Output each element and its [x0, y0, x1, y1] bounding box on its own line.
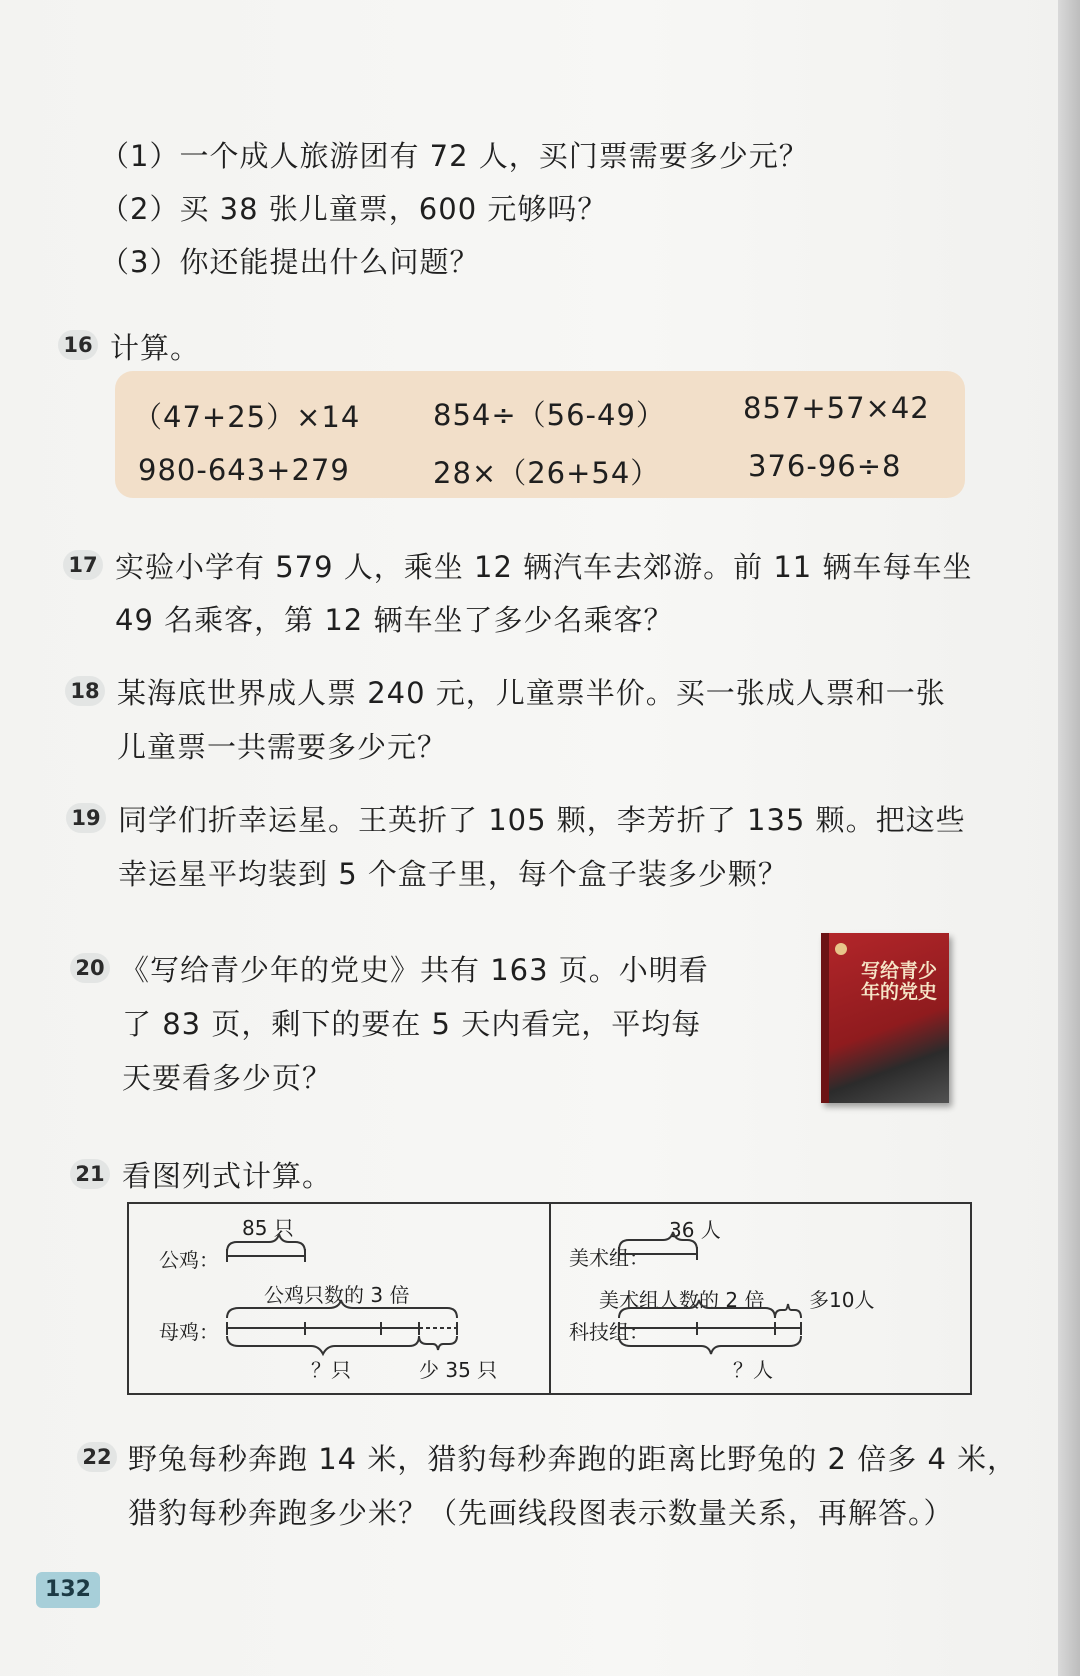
hen-less-label: 少 35 只: [419, 1358, 498, 1382]
q21-title: 看图列式计算。: [122, 1159, 333, 1193]
expression-3: 857+57×42: [743, 391, 930, 425]
page-edge: [1058, 0, 1080, 1676]
hen-less-brace: [419, 1336, 457, 1350]
book-spine: [821, 933, 829, 1103]
question-number-18: 18: [65, 676, 105, 706]
q16-title: 计算。: [110, 331, 201, 365]
hen-unknown-brace: [227, 1336, 419, 1354]
q17-line-2: 49 名乘客，第 12 辆车坐了多少名乘客？: [115, 603, 674, 637]
question-number-22: 22: [77, 1442, 117, 1472]
q20-line-2: 了 83 页，剩下的要在 5 天内看完，平均每: [122, 1007, 702, 1041]
tech-unknown-brace: [619, 1336, 801, 1354]
segment-drawings: [129, 1204, 970, 1393]
sub-question-3: （3）你还能提出什么问题？: [100, 245, 480, 279]
expression-2: 854÷（56-49）: [433, 398, 666, 432]
rooster-brace: [227, 1234, 305, 1252]
q19-line-1: 同学们折幸运星。王英折了 105 颗，李芳折了 135 颗。把这些: [118, 803, 966, 837]
tech-unknown-label: ？人: [733, 1358, 773, 1382]
hen-multiple-label: 公鸡只数的 3 倍: [264, 1283, 410, 1307]
q20-line-3: 天要看多少页？: [122, 1061, 333, 1095]
question-number-21: 21: [70, 1159, 110, 1189]
tech-more-label: 多10人: [809, 1288, 875, 1312]
q18-line-1: 某海底世界成人票 240 元，儿童票半价。买一张成人票和一张: [117, 676, 946, 710]
q18-line-2: 儿童票一共需要多少元？: [117, 730, 448, 764]
expression-4: 980-643+279: [138, 453, 350, 487]
page-number: 132: [36, 1572, 100, 1608]
question-number-16: 16: [58, 330, 98, 360]
sub-question-1: （1）一个成人旅游团有 72 人，买门票需要多少元？: [100, 139, 809, 173]
q22-line-2: 猎豹每秒奔跑多少米？（先画线段图表示数量关系，再解答。）: [128, 1496, 954, 1530]
line-segment-diagram: [127, 1202, 972, 1395]
q20-line-1: 《写给青少年的党史》共有 163 页。小明看: [120, 953, 709, 987]
art-group-count-label: 36 人: [669, 1218, 721, 1242]
tech-multiple-label: 美术组人数的 2 倍: [599, 1288, 765, 1312]
publisher-logo-icon: [835, 943, 847, 955]
tech-more-brace: [775, 1304, 801, 1318]
hen-row-label: 母鸡：: [159, 1320, 219, 1344]
expression-6: 376-96÷8: [748, 449, 902, 483]
book-cover-title: 写给青少年的党史: [861, 960, 938, 1003]
book-cover-image: [821, 933, 949, 1103]
q17-line-1: 实验小学有 579 人，乘坐 12 辆汽车去郊游。前 11 辆车每车坐: [115, 550, 973, 584]
calculation-box: [115, 371, 965, 498]
question-number-20: 20: [70, 953, 110, 983]
hen-multiple-brace: [227, 1300, 457, 1318]
expression-5: 28×（26+54）: [433, 456, 661, 490]
rooster-count-label: 85 只: [242, 1216, 294, 1240]
q22-line-1: 野兔每秒奔跑 14 米，猎豹每秒奔跑的距离比野兔的 2 倍多 4 米，: [128, 1442, 1018, 1476]
expression-1: （47+25）×14: [133, 400, 361, 434]
q19-line-2: 幸运星平均装到 5 个盒子里，每个盒子装多少颗？: [118, 857, 788, 891]
question-number-19: 19: [66, 803, 106, 833]
tech-multiple-brace: [619, 1300, 775, 1318]
art-group-brace: [619, 1232, 697, 1250]
rooster-row-label: 公鸡：: [159, 1248, 219, 1272]
tech-group-row-label: 科技组：: [569, 1320, 649, 1344]
sub-question-2: （2）买 38 张儿童票，600 元够吗？: [100, 192, 608, 226]
art-group-row-label: 美术组：: [569, 1246, 649, 1270]
hen-unknown-label: ？只: [311, 1358, 351, 1382]
question-number-17: 17: [63, 550, 103, 580]
